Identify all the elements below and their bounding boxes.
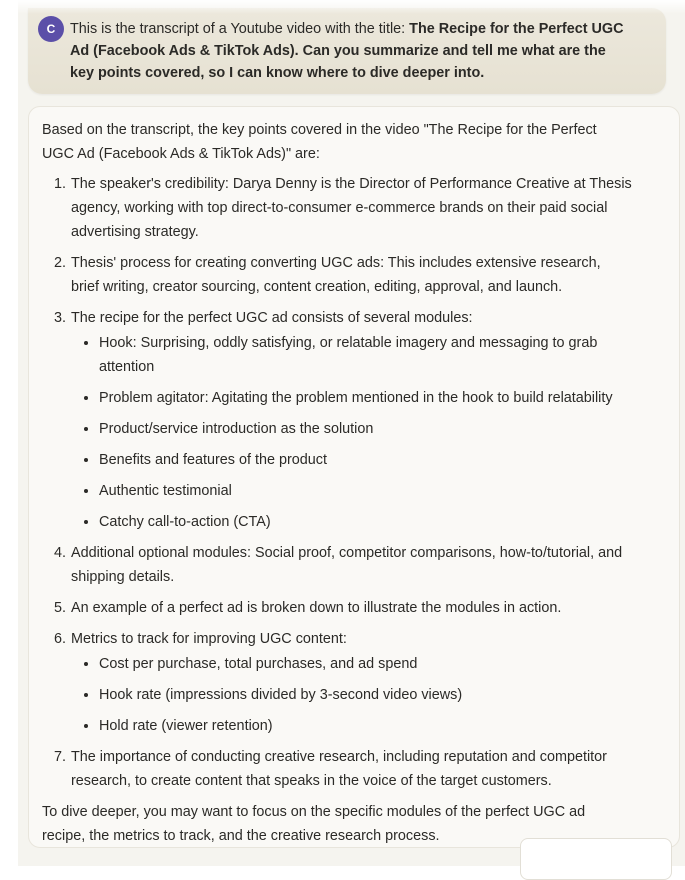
recipe-module-item: • Hook: Surprising, oddly satisfying, or relatable imagery and messaging to grab attention — [99, 331, 632, 379]
recipe-modules-list — [71, 331, 632, 534]
user-avatar[interactable]: C — [38, 16, 64, 42]
key-point-2 — [70, 251, 632, 299]
assistant-closing: To dive deeper, you may want to focus on the specific modules of the perfect UGC ad recipe, the metrics to track, and the creative research process. — [42, 804, 586, 844]
key-point-text: An example of a perfect ad is broken down to illustrate the modules in action. — [71, 600, 562, 616]
scroll-fade — [18, 0, 685, 14]
user-message-prefix: This is the transcript of a Youtube video with the title: — [70, 21, 410, 37]
user-message-text — [70, 18, 630, 84]
recipe-module-item: • Benefits and features of the product — [99, 448, 632, 472]
key-point-text: The recipe for the perfect UGC ad consists of several modules: — [71, 310, 473, 326]
message-actions-panel[interactable] — [520, 838, 672, 880]
user-message-bold: The Recipe for the Perfect UGC Ad (Facebook Ads & TikTok Ads). Can you summarize and tell me what are the key points covered, so I can know where to dive deeper into. — [70, 21, 624, 81]
metric-item: • Hook rate (impressions divided by 3-second video views) — [99, 683, 632, 707]
key-point-7 — [70, 745, 632, 793]
assistant-message-content — [42, 118, 632, 848]
key-point-text: Metrics to track for improving UGC content: — [71, 631, 347, 647]
key-point-text: Additional optional modules: Social proof, competitor comparisons, how-to/tutorial, and shipping details. — [71, 545, 623, 585]
key-point-3 — [70, 306, 632, 534]
recipe-module-item: • Catchy call-to-action (CTA) — [99, 510, 632, 534]
key-point-text: Thesis' process for creating converting UGC ads: This includes extensive research, brief writing, creator sourcing, content creation, editing, approval, and launch. — [71, 255, 601, 295]
key-point-5 — [70, 596, 632, 620]
metric-item: • Cost per purchase, total purchases, and ad spend — [99, 652, 632, 676]
key-point-text: The speaker's credibility: Darya Denny is the Director of Performance Creative at Thesis agency, working with top direct-to-consumer e-commerce brands on their paid social advertising strategy. — [71, 176, 632, 240]
key-point-4 — [70, 541, 632, 589]
key-point-6 — [70, 627, 632, 738]
key-points-list — [42, 172, 632, 793]
key-point-1 — [70, 172, 632, 244]
assistant-intro: Based on the transcript, the key points covered in the video "The Recipe for the Perfect UGC Ad (Facebook Ads & TikTok Ads)" are: — [42, 122, 597, 162]
recipe-module-item: • Problem agitator: Agitating the problem mentioned in the hook to build relatability — [99, 386, 632, 410]
metrics-list — [71, 652, 632, 738]
key-point-text: The importance of conducting creative research, including reputation and competitor research, to create content that speaks in the voice of the target customers. — [71, 749, 607, 789]
metric-item: • Hold rate (viewer retention) — [99, 714, 632, 738]
recipe-module-item: • Product/service introduction as the solution — [99, 417, 632, 441]
recipe-module-item: • Authentic testimonial — [99, 479, 632, 503]
